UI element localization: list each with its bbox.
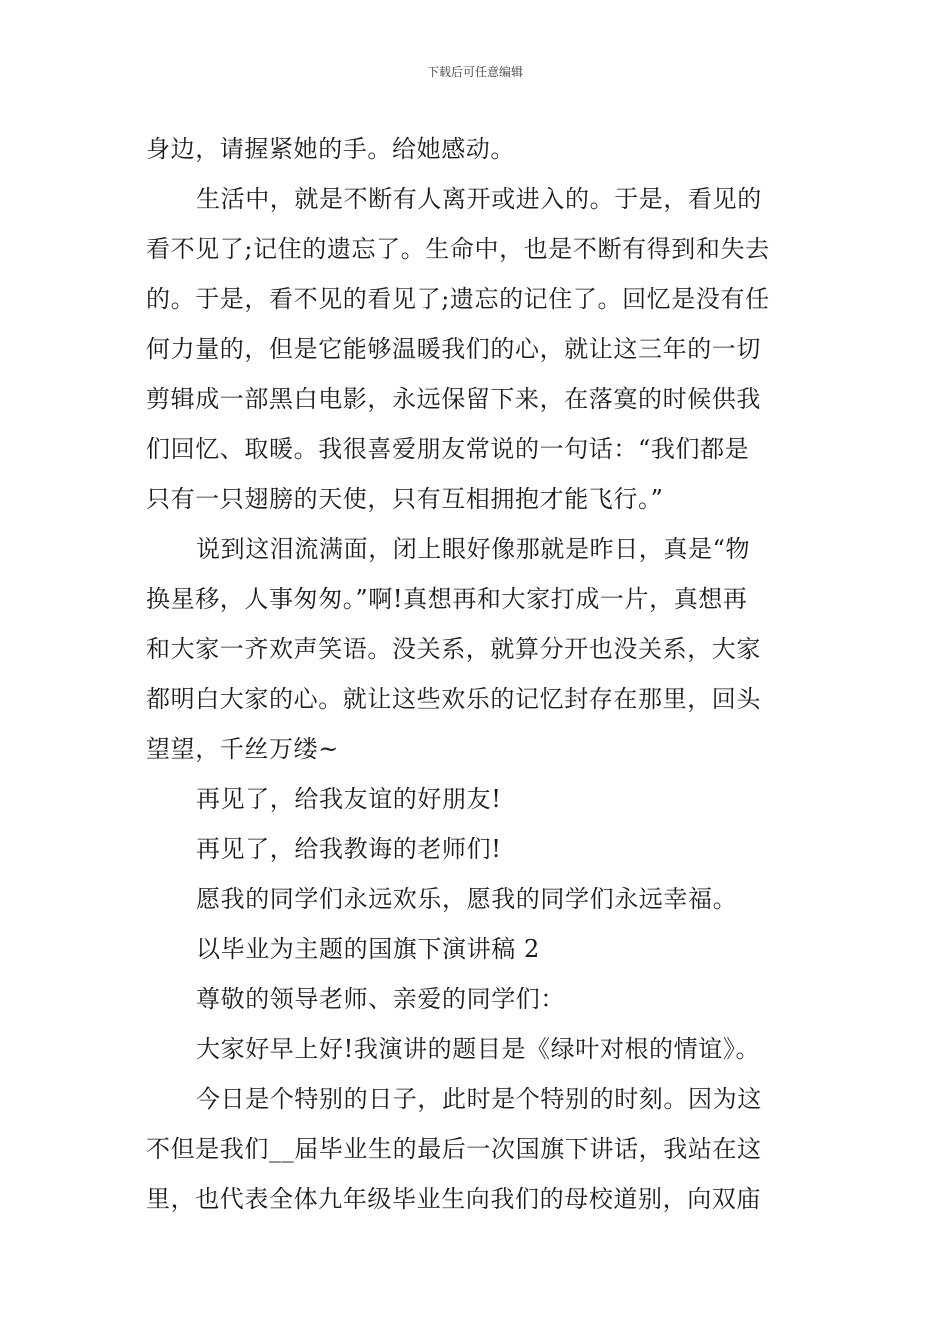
text-line-18: 尊敬的领导老师、亲爱的同学们： — [196, 985, 565, 1013]
text-line-8: 只有一只翅膀的天使，只有互相拥抱才能飞行。” — [146, 485, 664, 513]
text-line-21: 不但是我们__届毕业生的最后一次国旗下讲话，我站在这 — [146, 1135, 762, 1163]
text-line-12: 都明白大家的心。就让这些欢乐的记忆封存在那里，回头 — [146, 685, 761, 713]
text-line-4: 的。于是，看不见的看见了;遗忘的记住了。回忆是没有任 — [146, 285, 770, 313]
section-heading: 以毕业为主题的国旗下演讲稿 2 — [196, 935, 540, 963]
text-line-11: 和大家一齐欢声笑语。没关系，就算分开也没关系，大家 — [146, 635, 761, 663]
text-line-22: 里，也代表全体九年级毕业生向我们的母校道别，向双庙 — [146, 1185, 761, 1213]
text-line-6: 剪辑成一部黑白电影，永远保留下来，在落寞的时候供我 — [146, 385, 761, 413]
text-line-2: 生活中，就是不断有人离开或进入的。于是，看见的 — [196, 185, 762, 213]
text-line-3: 看不见了;记住的遗忘了。生命中，也是不断有得到和失去 — [146, 235, 770, 263]
text-line-16: 愿我的同学们永远欢乐，愿我的同学们永远幸福。 — [196, 885, 738, 913]
text-line-14: 再见了，给我友谊的好朋友! — [196, 785, 502, 813]
text-line-5: 何力量的，但是它能够温暖我们的心，就让这三年的一切 — [146, 335, 761, 363]
text-line-9: 说到这泪流满面，闭上眼好像那就是昨日，真是“物 — [196, 535, 751, 563]
text-line-19: 大家好早上好!我演讲的题目是《绿叶对根的情谊》。 — [196, 1035, 761, 1063]
text-line-7: 们回忆、取暖。我很喜爱朋友常说的一句话：“我们都是 — [146, 435, 750, 463]
text-line-15: 再见了，给我教诲的老师们! — [196, 835, 502, 863]
text-line-20: 今日是个特别的日子，此时是个特别的时刻。因为这 — [196, 1085, 762, 1113]
page-header-note: 下载后可任意编辑 — [426, 65, 523, 79]
text-line-1: 身边，请握紧她的手。给她感动。 — [146, 135, 515, 163]
text-line-13: 望望，千丝万缕~ — [146, 735, 339, 763]
text-line-10: 换星移，人事匆匆。”啊!真想再和大家打成一片，真想再 — [146, 585, 748, 613]
